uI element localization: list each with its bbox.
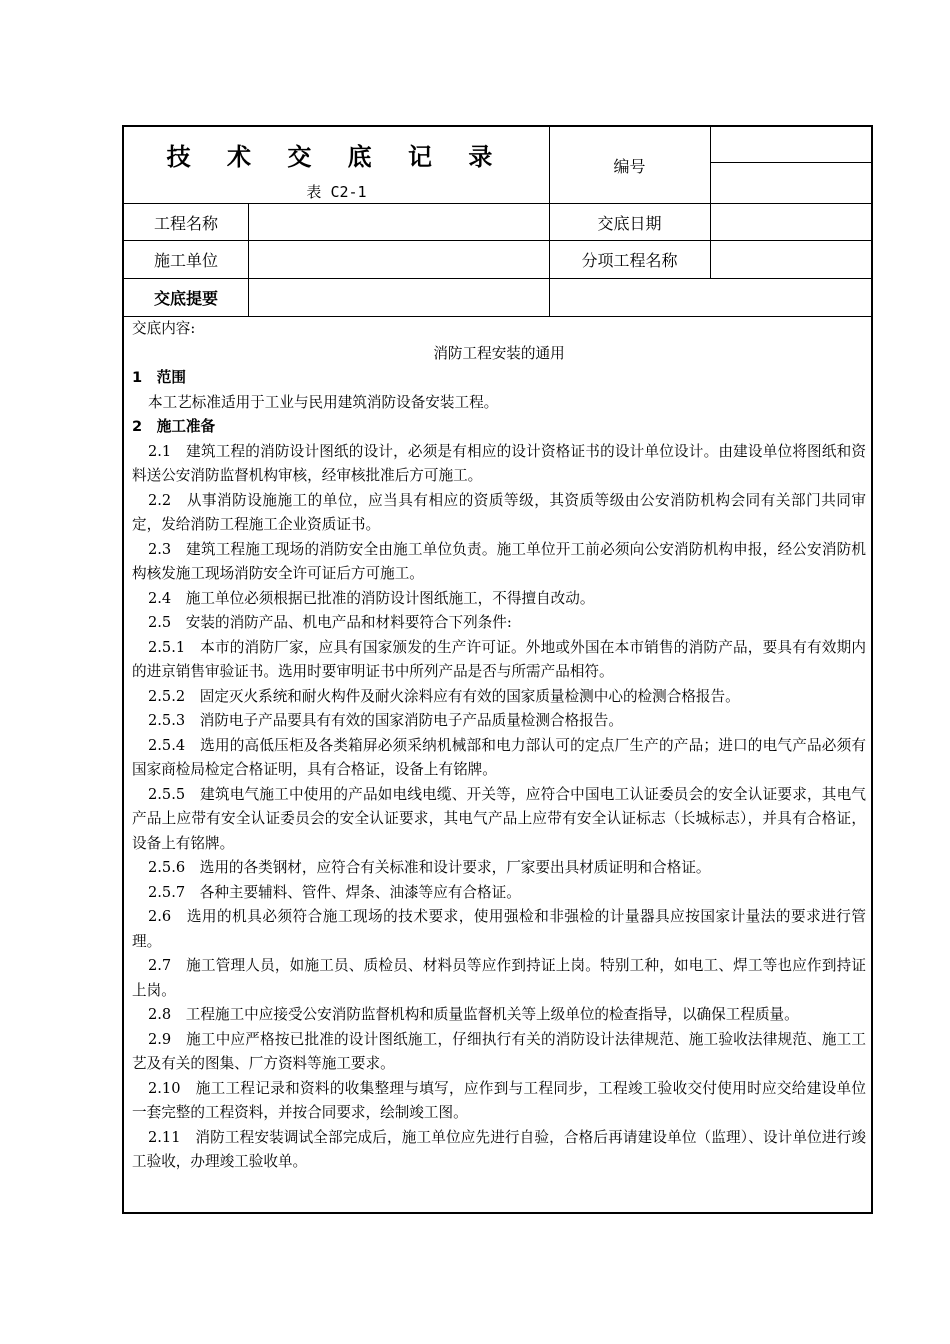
content-paragraph: 2.6 选用的机具必须符合施工现场的技术要求，使用强检和非强检的计量器具应按国家计量法的要求进行管理。 [132, 908, 866, 950]
content-paragraph: 2.11 消防工程安装调试全部完成后，施工单位应先进行自验，合格后再请建设单位（监理）、设计单位进行竣工验收，办理竣工验收单。 [132, 1128, 866, 1170]
number-label: 编号 [613, 156, 646, 176]
header-title-cell [124, 127, 549, 203]
content-paragraph: 2.5.7 各种主要辅料、管件、焊条、油漆等应有合格证。 [148, 883, 521, 901]
project-name-label: 工程名称 [153, 213, 218, 233]
date-field[interactable] [711, 204, 873, 240]
content-paragraph: 2.9 施工中应严格按已批准的设计图纸施工，仔细执行有关的消防设计法律规范、施工验收法律规范、施工工艺及有关的图集、厂方资料等施工要求。 [132, 1030, 866, 1072]
divider [124, 278, 873, 279]
divider [549, 127, 550, 316]
disclosure-content [132, 321, 866, 1175]
subproject-name-field[interactable] [711, 241, 873, 278]
content-paragraph: 2.3 建筑工程施工现场的消防安全由施工单位负责。施工单位开工前必须向公安消防机构申报，经公安消防机构核发施工现场消防安全许可证后方可施工。 [132, 540, 866, 582]
divider [248, 203, 249, 316]
content-paragraph: 2.8 工程施工中应接受公安消防监督机构和质量监督机关等上级单位的检查指导，以确保工程质量。 [148, 1006, 799, 1023]
construction-unit-field[interactable] [249, 241, 549, 278]
content-paragraph: 2.5 安装的消防产品、机电产品和材料要符合下列条件: [148, 614, 512, 631]
number-value-bottom[interactable] [711, 163, 873, 203]
content-heading: 交底内容: [132, 320, 196, 337]
content-paragraph: 2.4 施工单位必须根据已批准的消防设计图纸施工，不得擅自改动。 [148, 589, 595, 607]
date-label: 交底日期 [597, 213, 662, 233]
form-code: 表 C2-1 [306, 183, 367, 201]
disclosure-record-form [122, 125, 873, 1214]
divider [124, 203, 873, 204]
section-heading: 1 范围 [132, 369, 186, 386]
content-paragraph: 本工艺标准适用于工业与民用建筑消防设备安装工程。 [148, 393, 499, 411]
section-heading: 2 施工准备 [132, 418, 216, 435]
project-name-field[interactable] [249, 204, 549, 240]
summary-field[interactable] [249, 279, 873, 316]
content-paragraph: 2.7 施工管理人员，如施工员、质检员、材料员等应作到持证上岗。特别工种，如电工、焊工等也应作到持证上岗。 [132, 957, 866, 999]
content-paragraph: 2.10 施工工程记录和资料的收集整理与填写，应作到与工程同步，工程竣工验收交付使用时应交给建设单位一套完整的工程资料，并按合同要求，绘制竣工图。 [132, 1079, 866, 1121]
content-paragraphs [132, 366, 866, 1175]
content-paragraph: 2.5.2 固定灭火系统和耐火构件及耐火涂料应有有效的国家质量检测中心的检测合格报告。 [148, 687, 740, 705]
content-paragraph: 2.5.3 消防电子产品要具有有效的国家消防电子产品质量检测合格报告。 [148, 712, 623, 729]
content-paragraph: 2.5.6 选用的各类钢材，应符合有关标准和设计要求，厂家要出具材质证明和合格证。 [148, 859, 711, 876]
number-value-top[interactable] [711, 127, 873, 162]
divider [124, 240, 873, 241]
divider [710, 162, 873, 163]
document-title: 消防工程安装的通用 [433, 344, 565, 362]
content-paragraph: 2.2 从事消防设施施工的单位，应当具有相应的资质等级，其资质等级由公安消防机构会同有关部门共同审定，发给消防工程施工企业资质证书。 [132, 491, 866, 533]
content-paragraph: 2.5.4 选用的高低压柜及各类箱屏必须采纳机械部和电力部认可的定点厂生产的产品；进口的电气产品必须有国家商检局检定合格证明，具有合格证，设备上有铭牌。 [132, 736, 866, 778]
subproject-name-label: 分项工程名称 [581, 251, 678, 270]
content-paragraph: 2.5.5 建筑电气施工中使用的产品如电线电缆、开关等，应符合中国电工认证委员会的安全认证要求，其电气产品上应带有安全认证委员会的安全认证要求，其电气产品上应带有安全认证标志（长城标志），并具有合格证，设备上有铭牌。 [132, 785, 866, 852]
content-paragraph: 2.1 建筑工程的消防设计图纸的设计，必须是有相应的设计资格证书的设计单位设计。由建设单位将图纸和资料送公安消防监督机构审核，经审核批准后方可施工。 [132, 442, 866, 484]
form-title: 技 术 交 底 记 录 [166, 143, 507, 171]
construction-unit-label: 施工单位 [153, 251, 218, 270]
summary-label: 交底提要 [153, 289, 218, 308]
content-paragraph: 2.5.1 本市的消防厂家，应具有国家颁发的生产许可证。外地或外国在本市销售的消防产品，要具有有效期内的进京销售审验证书。选用时要审明证书中所列产品是否与所需产品相符。 [132, 638, 866, 680]
